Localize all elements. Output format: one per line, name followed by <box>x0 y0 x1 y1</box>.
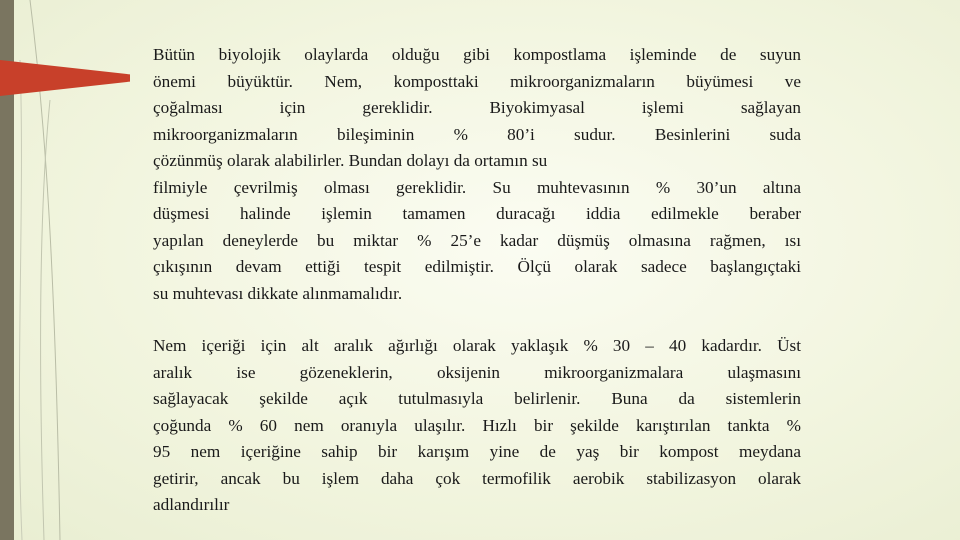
red-accent-shape <box>0 60 130 96</box>
text-line: çoğalması için gereklidir. Biyokimyasal işlemi sağlayan <box>153 98 801 117</box>
text-line: Bütün biyolojik olaylarda olduğu gibi kompostlama işleminde de suyun <box>153 45 801 64</box>
text-line: düşmesi halinde işlemin tamamen duracağı iddia edilmekle beraber <box>153 204 801 223</box>
text-line: su muhtevası dikkate alınmamalıdır. <box>153 283 403 303</box>
text-line: çözünmüş olarak alabilirler. Bundan dolayı da ortamın su <box>153 151 548 170</box>
text-line: Nem içeriği için alt aralık ağırlığı olarak yaklaşık % 30 – 40 kadardır. Üst <box>153 336 801 355</box>
text-line: aralık ise gözeneklerin, oksijenin mikroorganizmalara ulaşmasını <box>153 362 801 382</box>
text-line: filmiyle çevrilmiş olması gereklidir. Su muhtevasının % 30’un altına <box>153 177 801 197</box>
text-line: önemi büyüktür. Nem, komposttaki mikroorganizmaların büyümesi ve <box>153 71 801 91</box>
paragraph-moisture-range <box>153 333 801 519</box>
text-line: getirir, ancak bu işlem daha çok termofilik aerobik stabilizasyon olarak <box>153 468 801 488</box>
text-line: yapılan deneylerde bu miktar % 25’e kadar düşmüş olmasına rağmen, ısı <box>153 230 801 250</box>
slide-content <box>153 42 801 519</box>
text-line: 95 nem içeriğine sahip bir karışım yine de yaş bir kompost meydana <box>153 442 801 461</box>
text-line: çoğunda % 60 nem oranıyla ulaşılır. Hızlı bir şekilde karıştırılan tankta % <box>153 415 801 435</box>
text-line: mikroorganizmaların bileşiminin % 80’i sudur. Besinlerini suda <box>153 124 801 144</box>
text-line: çıkışının devam ettiği tespit edilmiştir. Ölçü olarak sadece başlangıçtaki <box>153 257 801 276</box>
text-line: adlandırılır <box>153 495 230 514</box>
paragraph-moisture-importance <box>153 42 801 307</box>
text-line: sağlayacak şekilde açık tutulmasıyla belirlenir. Buna da sistemlerin <box>153 389 801 408</box>
